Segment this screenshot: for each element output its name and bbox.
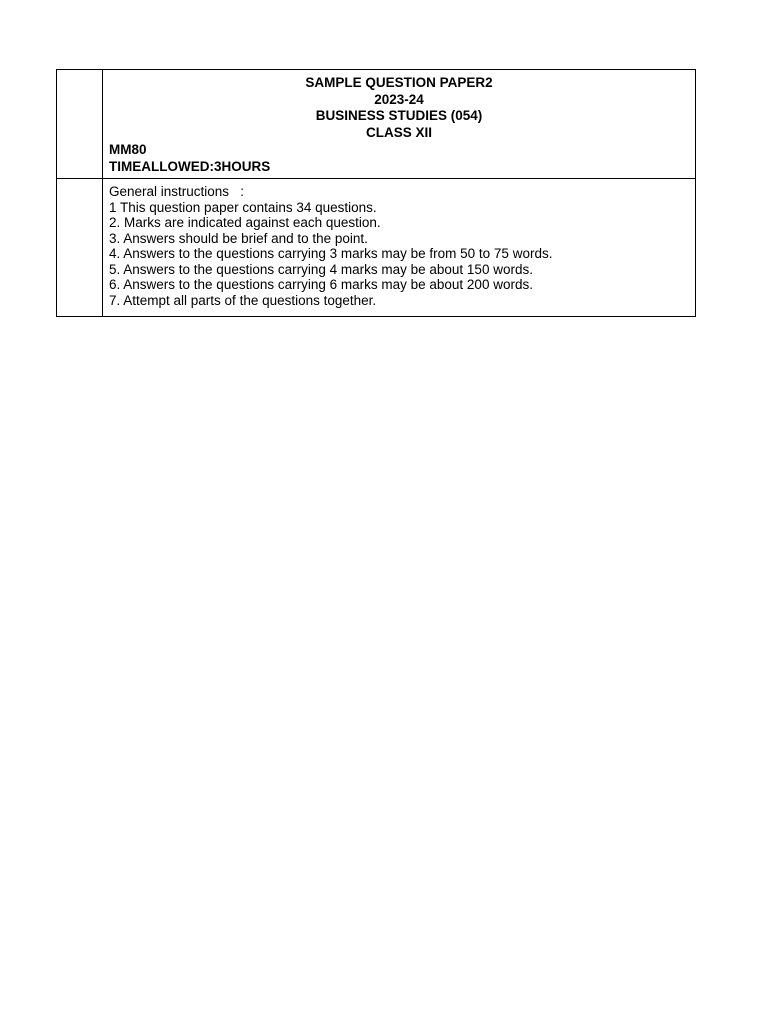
header-number-cell (57, 70, 103, 179)
instructions-heading: General instructions : (109, 184, 245, 199)
paper-class: CLASS XII (365, 124, 432, 140)
instruction-item: 1 This question paper contains 34 questions. (109, 199, 377, 215)
max-marks: MM80 (109, 142, 147, 157)
header-row (57, 70, 696, 179)
question-paper-table (56, 69, 696, 317)
instruction-item: 4. Answers to the questions carrying 3 marks may be from 50 to 75 words. (109, 246, 553, 261)
instruction-item: 6. Answers to the questions carrying 6 marks may be about 200 words. (109, 277, 533, 292)
time-allowed: TIMEALLOWED:3HOURS (109, 158, 271, 174)
paper-subject: BUSINESS STUDIES (054) (315, 108, 483, 123)
header-cell (103, 70, 696, 179)
instruction-item: 3. Answers should be brief and to the point. (109, 230, 368, 246)
instruction-item: 2. Marks are indicated against each question. (109, 215, 381, 230)
instructions-row (57, 179, 696, 317)
paper-title: SAMPLE QUESTION PAPER2 (305, 75, 493, 90)
instruction-item: 7. Attempt all parts of the questions together. (109, 292, 377, 308)
instructions-number-cell (57, 179, 103, 317)
instruction-item: 5. Answers to the questions carrying 4 marks may be about 150 words. (109, 261, 533, 277)
instructions-cell (103, 179, 696, 317)
paper-session: 2023-24 (374, 91, 424, 107)
